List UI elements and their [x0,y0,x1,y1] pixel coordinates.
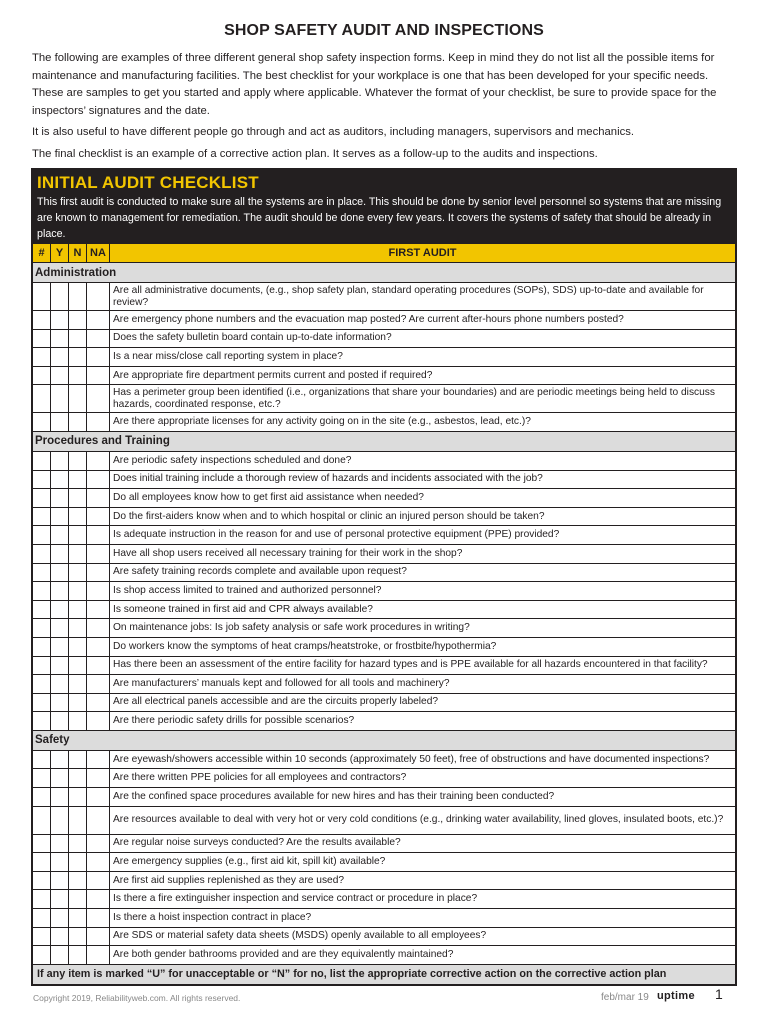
question-text: Are resources available to deal with very hot or very cold conditions (e.g., drinking water availability, lined gloves, insulated boots, etc.)? [110,806,736,834]
yes-checkbox-cell[interactable] [51,366,69,385]
no-checkbox-cell[interactable] [69,385,87,413]
na-checkbox-cell[interactable] [87,750,110,769]
number-cell [33,927,51,946]
table-row [33,563,736,582]
number-cell [33,656,51,675]
na-checkbox-cell[interactable] [87,806,110,834]
question-text: Is a near miss/close call reporting system in place? [110,348,736,367]
table-row [33,946,736,965]
table-row [33,283,736,311]
question-text: Are first aid supplies replenished as they are used? [110,871,736,890]
table-row [33,451,736,470]
no-checkbox-cell[interactable] [69,619,87,638]
yes-checkbox-cell[interactable] [51,853,69,872]
yes-checkbox-cell[interactable] [51,712,69,731]
no-checkbox-cell[interactable] [69,788,87,807]
table-row [33,637,736,656]
na-checkbox-cell[interactable] [87,834,110,853]
question-text: Do the first-aiders know when and to which hospital or clinic an injured person should be taken? [110,507,736,526]
table-row [33,619,736,638]
yes-checkbox-cell[interactable] [51,927,69,946]
table-row [33,806,736,834]
no-checkbox-cell[interactable] [69,890,87,909]
yes-checkbox-cell[interactable] [51,470,69,489]
question-text: Are all electrical panels accessible and are the circuits properly labeled? [110,693,736,712]
yes-checkbox-cell[interactable] [51,489,69,508]
no-checkbox-cell[interactable] [69,283,87,311]
yes-checkbox-cell[interactable] [51,871,69,890]
na-checkbox-cell[interactable] [87,507,110,526]
yes-checkbox-cell[interactable] [51,283,69,311]
number-cell [33,834,51,853]
intro-paragraph: The following are examples of three different general shop safety inspection forms. Keep in mind they do not list all the possible items for maintenance and manufacturing facilities. The best checklist for your workplace is one that has been developed for your specific needs. These are samples to get you started and apply where applicable. Whatever the format of your checklist, be sure to provide space for the inspectors’ signatures and the date. [32,52,717,117]
question-text: Are manufacturers’ manuals kept and followed for all tools and machinery? [110,675,736,694]
table-row [33,788,736,807]
no-checkbox-cell[interactable] [69,750,87,769]
no-checkbox-cell[interactable] [69,834,87,853]
number-cell [33,675,51,694]
yes-checkbox-cell[interactable] [51,750,69,769]
no-checkbox-cell[interactable] [69,712,87,731]
yes-checkbox-cell[interactable] [51,507,69,526]
na-checkbox-cell[interactable] [87,788,110,807]
na-checkbox-cell[interactable] [87,283,110,311]
table-row [33,656,736,675]
table-row [33,834,736,853]
na-checkbox-cell[interactable] [87,637,110,656]
section-row [33,431,736,451]
question-text: Are there periodic safety drills for possible scenarios? [110,712,736,731]
footer-note: If any item is marked “U” for unacceptable or “N” for no, list the appropriate corrective action on the corrective action plan [33,964,736,984]
copyright: Copyright 2019, Reliabilityweb.com. All rights reserved. [33,993,241,1003]
yes-checkbox-cell[interactable] [51,909,69,928]
question-text: Are regular noise surveys conducted? Are the results available? [110,834,736,853]
no-checkbox-cell[interactable] [69,656,87,675]
column-header-na: NA [87,244,110,263]
table-row [33,675,736,694]
question-text: Is there a hoist inspection contract in place? [110,909,736,928]
table-row [33,927,736,946]
number-cell [33,470,51,489]
question-text: Are there appropriate licenses for any activity going on in the site (e.g., asbestos, lead, etc.)? [110,413,736,432]
na-checkbox-cell[interactable] [87,413,110,432]
table-row [33,470,736,489]
no-checkbox-cell[interactable] [69,563,87,582]
table-row [33,544,736,563]
table-header-row [33,244,736,263]
no-checkbox-cell[interactable] [69,348,87,367]
number-cell [33,526,51,545]
number-cell [33,712,51,731]
question-text: Are all administrative documents, (e.g., shop safety plan, standard operating procedures (SOPs), SDS) up-to-date and available for review? [110,283,736,311]
na-checkbox-cell[interactable] [87,451,110,470]
number-cell [33,788,51,807]
number-cell [33,806,51,834]
table-row [33,712,736,731]
no-checkbox-cell[interactable] [69,413,87,432]
number-cell [33,769,51,788]
number-cell [33,750,51,769]
na-checkbox-cell[interactable] [87,489,110,508]
number-cell [33,909,51,928]
no-checkbox-cell[interactable] [69,853,87,872]
na-checkbox-cell[interactable] [87,348,110,367]
no-checkbox-cell[interactable] [69,526,87,545]
number-cell [33,489,51,508]
question-text: Are the confined space procedures available for new hires and has their training been conducted? [110,788,736,807]
na-checkbox-cell[interactable] [87,853,110,872]
question-text: Does initial training include a thorough review of hazards and incidents associated with the job? [110,470,736,489]
question-text: Are emergency phone numbers and the evacuation map posted? Are current after-hours phone numbers posted? [110,311,736,330]
yes-checkbox-cell[interactable] [51,544,69,563]
na-checkbox-cell[interactable] [87,385,110,413]
table-row [33,693,736,712]
no-checkbox-cell[interactable] [69,675,87,694]
checklist-header [32,169,736,243]
table-row [33,366,736,385]
question-text: Are both gender bathrooms provided and are they equivalently maintained? [110,946,736,965]
table-row [33,871,736,890]
question-text: Is someone trained in first aid and CPR always available? [110,600,736,619]
number-cell [33,637,51,656]
question-text: Are periodic safety inspections scheduled and done? [110,451,736,470]
uptime-logo: uptime [657,990,695,1002]
column-header-first-audit: FIRST AUDIT [110,244,736,263]
yes-checkbox-cell[interactable] [51,311,69,330]
checklist-table [32,243,736,985]
na-checkbox-cell[interactable] [87,927,110,946]
checklist-title: INITIAL AUDIT CHECKLIST [37,173,259,192]
number-cell [33,283,51,311]
yes-checkbox-cell[interactable] [51,451,69,470]
no-checkbox-cell[interactable] [69,451,87,470]
no-checkbox-cell[interactable] [69,637,87,656]
number-cell [33,413,51,432]
table-row [33,489,736,508]
na-checkbox-cell[interactable] [87,526,110,545]
table-row [33,311,736,330]
no-checkbox-cell[interactable] [69,329,87,348]
table-row [33,507,736,526]
checklist-description: This first audit is conducted to make sure all the systems are in place. This should be done by senior level personnel so systems that are missing are known to management for remediation. The audit should be done every few years. It covers the systems of safety that should be already in place. [37,196,722,240]
question-text: Do workers know the symptoms of heat cramps/heatstroke, or frostbite/hypothermia? [110,637,736,656]
yes-checkbox-cell[interactable] [51,946,69,965]
yes-checkbox-cell[interactable] [51,563,69,582]
number-cell [33,582,51,601]
no-checkbox-cell[interactable] [69,544,87,563]
yes-checkbox-cell[interactable] [51,693,69,712]
na-checkbox-cell[interactable] [87,600,110,619]
number-cell [33,311,51,330]
na-checkbox-cell[interactable] [87,675,110,694]
number-cell [33,329,51,348]
no-checkbox-cell[interactable] [69,871,87,890]
na-checkbox-cell[interactable] [87,619,110,638]
number-cell [33,348,51,367]
na-checkbox-cell[interactable] [87,311,110,330]
yes-checkbox-cell[interactable] [51,600,69,619]
question-text: Does the safety bulletin board contain up-to-date information? [110,329,736,348]
yes-checkbox-cell[interactable] [51,675,69,694]
question-text: Is adequate instruction in the reason for and use of personal protective equipment (PPE) provided? [110,526,736,545]
number-cell [33,853,51,872]
number-cell [33,451,51,470]
table-row [33,526,736,545]
number-cell [33,563,51,582]
table-row [33,769,736,788]
no-checkbox-cell[interactable] [69,806,87,834]
intro-paragraph: It is also useful to have different people go through and act as auditors, including managers, supervisors and mechanics. [32,126,635,138]
yes-checkbox-cell[interactable] [51,806,69,834]
na-checkbox-cell[interactable] [87,582,110,601]
question-text: Are eyewash/showers accessible within 10 seconds (approximately 50 feet), free of obstructions and have documented inspections? [110,750,736,769]
no-checkbox-cell[interactable] [69,909,87,928]
question-text: Are safety training records complete and available upon request? [110,563,736,582]
yes-checkbox-cell[interactable] [51,413,69,432]
number-cell [33,366,51,385]
section-title: Safety [33,730,736,750]
na-checkbox-cell[interactable] [87,712,110,731]
column-header-yes: Y [51,244,69,263]
yes-checkbox-cell[interactable] [51,656,69,675]
table-row [33,329,736,348]
no-checkbox-cell[interactable] [69,582,87,601]
intro-paragraph: The final checklist is an example of a corrective action plan. It serves as a follow-up to the audits and inspections. [32,147,598,160]
yes-checkbox-cell[interactable] [51,329,69,348]
issue-date: feb/mar 19 [601,992,649,1003]
intro-text [32,50,738,167]
no-checkbox-cell[interactable] [69,470,87,489]
na-checkbox-cell[interactable] [87,769,110,788]
table-row [33,413,736,432]
table-row [33,909,736,928]
number-cell [33,507,51,526]
table-row [33,750,736,769]
na-checkbox-cell[interactable] [87,656,110,675]
no-checkbox-cell[interactable] [69,946,87,965]
number-cell [33,600,51,619]
no-checkbox-cell[interactable] [69,693,87,712]
number-cell [33,544,51,563]
section-title: Administration [33,263,736,283]
question-text: On maintenance jobs: Is job safety analysis or safe work procedures in writing? [110,619,736,638]
question-text: Is there a fire extinguisher inspection and service contract or procedure in place? [110,890,736,909]
na-checkbox-cell[interactable] [87,563,110,582]
number-cell [33,890,51,909]
question-text: Has there been an assessment of the entire facility for hazard types and is PPE available for all hazards encountered in that facility? [110,656,736,675]
section-row [33,263,736,283]
question-text: Is shop access limited to trained and authorized personnel? [110,582,736,601]
yes-checkbox-cell[interactable] [51,769,69,788]
page-title: SHOP SAFETY AUDIT AND INSPECTIONS [224,22,544,39]
table-row [33,385,736,413]
number-cell [33,693,51,712]
number-cell [33,946,51,965]
question-text: Has a perimeter group been identified (i.e., organizations that share your boundaries) and are periodic meetings being held to discuss hazards, coordinated response, etc.? [110,385,736,413]
number-cell [33,385,51,413]
no-checkbox-cell[interactable] [69,927,87,946]
column-header-number: # [33,244,51,263]
table-row [33,600,736,619]
table-row [33,853,736,872]
table-row [33,348,736,367]
question-text: Are there written PPE policies for all employees and contractors? [110,769,736,788]
page-number: 1 [715,986,723,1002]
yes-checkbox-cell[interactable] [51,526,69,545]
question-text: Are appropriate fire department permits current and posted if required? [110,366,736,385]
initial-audit-checklist [31,168,737,986]
question-text: Do all employees know how to get first aid assistance when needed? [110,489,736,508]
table-row [33,890,736,909]
no-checkbox-cell[interactable] [69,366,87,385]
na-checkbox-cell[interactable] [87,909,110,928]
number-cell [33,871,51,890]
yes-checkbox-cell[interactable] [51,788,69,807]
yes-checkbox-cell[interactable] [51,348,69,367]
na-checkbox-cell[interactable] [87,544,110,563]
yes-checkbox-cell[interactable] [51,385,69,413]
na-checkbox-cell[interactable] [87,890,110,909]
yes-checkbox-cell[interactable] [51,637,69,656]
section-row [33,730,736,750]
no-checkbox-cell[interactable] [69,311,87,330]
no-checkbox-cell[interactable] [69,489,87,508]
yes-checkbox-cell[interactable] [51,582,69,601]
column-header-no: N [69,244,87,263]
section-title: Procedures and Training [33,431,736,451]
na-checkbox-cell[interactable] [87,329,110,348]
number-cell [33,619,51,638]
table-row [33,582,736,601]
footer-note-row [33,964,736,984]
question-text: Are SDS or material safety data sheets (MSDS) openly available to all employees? [110,927,736,946]
na-checkbox-cell[interactable] [87,366,110,385]
yes-checkbox-cell[interactable] [51,890,69,909]
na-checkbox-cell[interactable] [87,693,110,712]
na-checkbox-cell[interactable] [87,871,110,890]
yes-checkbox-cell[interactable] [51,834,69,853]
question-text: Have all shop users received all necessary training for their work in the shop? [110,544,736,563]
no-checkbox-cell[interactable] [69,507,87,526]
na-checkbox-cell[interactable] [87,470,110,489]
yes-checkbox-cell[interactable] [51,619,69,638]
no-checkbox-cell[interactable] [69,769,87,788]
no-checkbox-cell[interactable] [69,600,87,619]
question-text: Are emergency supplies (e.g., first aid kit, spill kit) available? [110,853,736,872]
na-checkbox-cell[interactable] [87,946,110,965]
